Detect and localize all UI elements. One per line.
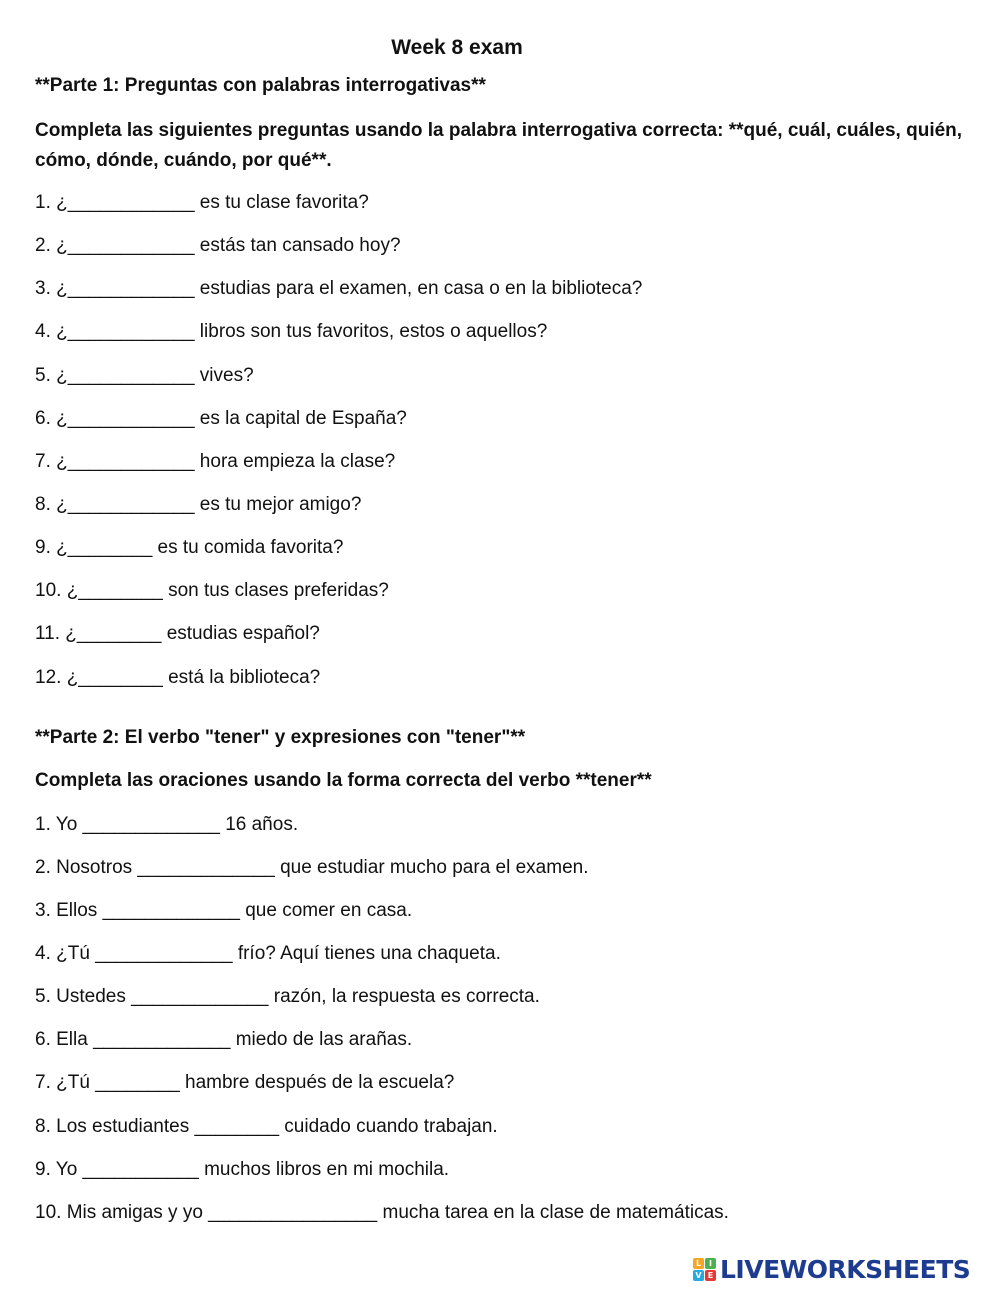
part2-instruction: Completa las oraciones usando la forma correcta del verbo **tener**	[35, 770, 652, 791]
part2-sentence: 1. Yo _____________ 16 años.	[35, 814, 299, 835]
part1-question: 10. ¿________ son tus clases preferidas?	[35, 580, 389, 601]
part1-question: 9. ¿________ es tu comida favorita?	[35, 537, 344, 558]
part1-question: 6. ¿____________ es la capital de España?	[35, 408, 407, 429]
part1-question: 12. ¿________ está la biblioteca?	[35, 667, 321, 688]
part2-sentence: 5. Ustedes _____________ razón, la respuesta es correcta.	[35, 986, 540, 1007]
part1-question: 1. ¿____________ es tu clase favorita?	[35, 192, 369, 213]
logo-icon-e: E	[705, 1270, 716, 1281]
part2-sentence: 7. ¿Tú ________ hambre después de la escuela?	[35, 1072, 455, 1093]
logo-icon-i: I	[705, 1258, 716, 1269]
exam-title: Week 8 exam	[391, 36, 523, 59]
part1-question: 8. ¿____________ es tu mejor amigo?	[35, 494, 362, 515]
part1-question: 5. ¿____________ vives?	[35, 365, 254, 386]
part1-heading: **Parte 1: Preguntas con palabras interrogativas**	[35, 75, 486, 96]
part2-sentence: 2. Nosotros _____________ que estudiar mucho para el examen.	[35, 857, 589, 878]
liveworksheets-icon	[693, 1258, 716, 1281]
part1-question: 4. ¿____________ libros son tus favoritos, estos o aquellos?	[35, 321, 548, 342]
liveworksheets-wordmark: LIVEWORKSHEETS	[720, 1254, 971, 1284]
part2-sentence: 9. Yo ___________ muchos libros en mi mochila.	[35, 1159, 450, 1180]
part1-instruction: Completa las siguientes preguntas usando la palabra interrogativa correcta: **qué, cuál, cuáles, quién, cómo, dónde, cuándo, por qué**.	[35, 120, 963, 171]
part2-heading: **Parte 2: El verbo "tener" y expresiones con "tener"**	[35, 727, 526, 748]
part1-question: 7. ¿____________ hora empieza la clase?	[35, 451, 396, 472]
part1-question: 2. ¿____________ estás tan cansado hoy?	[35, 235, 401, 256]
part2-sentence: 8. Los estudiantes ________ cuidado cuando trabajan.	[35, 1116, 498, 1137]
part2-sentence: 10. Mis amigas y yo ________________ mucha tarea en la clase de matemáticas.	[35, 1202, 729, 1223]
part1-question: 11. ¿________ estudias español?	[35, 623, 320, 644]
logo-icon-l: L	[693, 1258, 704, 1269]
part2-sentence: 4. ¿Tú _____________ frío? Aquí tienes una chaqueta.	[35, 943, 501, 964]
part2-sentence: 6. Ella _____________ miedo de las arañas.	[35, 1029, 413, 1050]
part1-question: 3. ¿____________ estudias para el examen, en casa o en la biblioteca?	[35, 278, 643, 299]
part2-sentence: 3. Ellos _____________ que comer en casa.	[35, 900, 413, 921]
liveworksheets-logo[interactable]	[693, 1254, 970, 1284]
logo-icon-v: V	[693, 1270, 704, 1281]
